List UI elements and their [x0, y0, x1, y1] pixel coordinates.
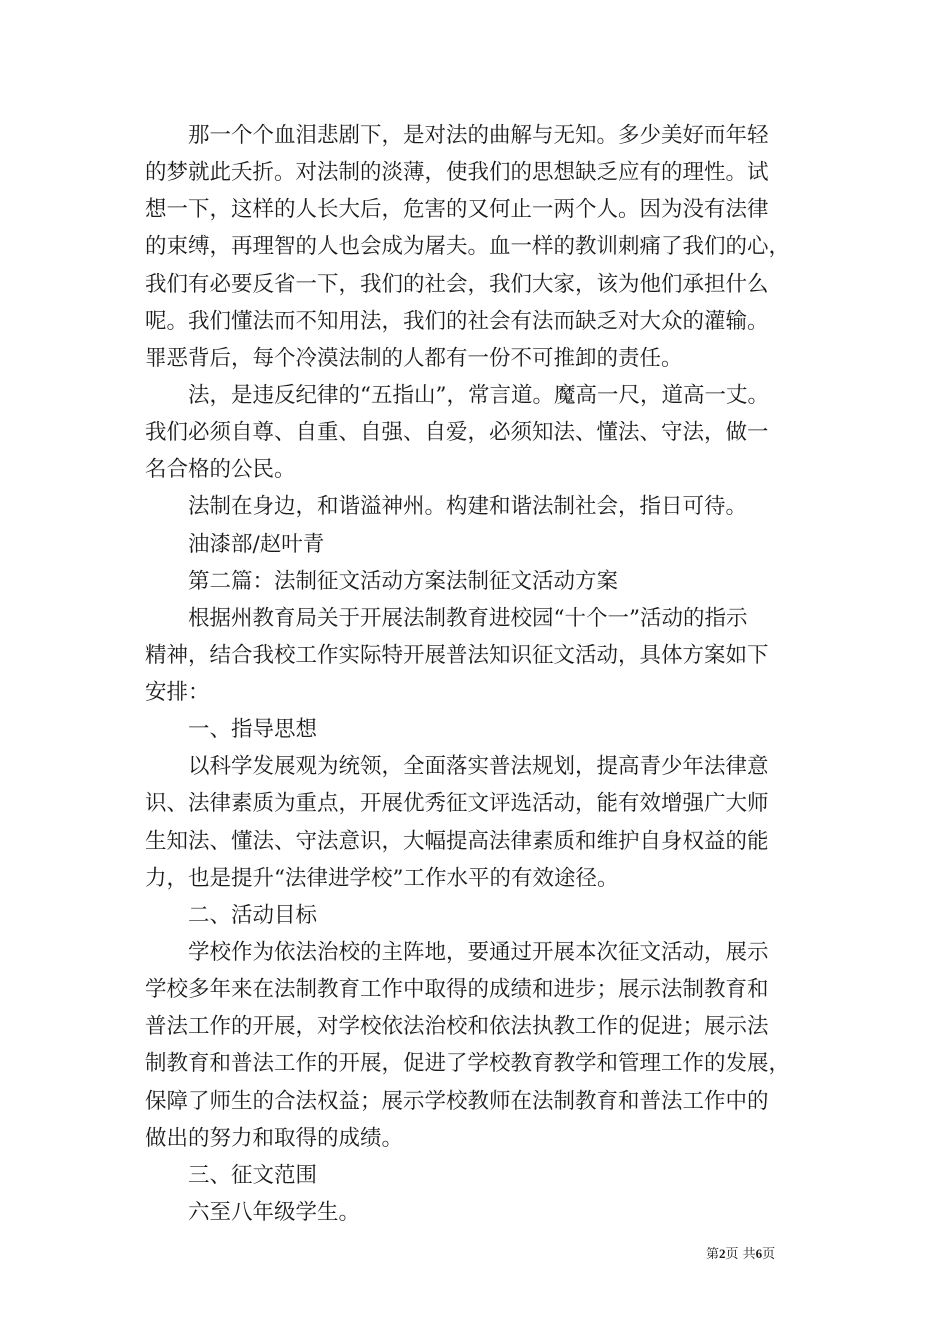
page-number-footer [706, 1245, 775, 1264]
body-line: 我们有必要反省一下，我们的社会，我们大家，该为他们承担什么 [145, 272, 769, 297]
body-line: 保障了师生的合法权益；展示学校教师在法制教育和普法工作中的 [145, 1089, 769, 1114]
body-line: 的束缚，再理智的人也会成为屠夫。血一样的教训刺痛了我们的心， [145, 234, 791, 259]
footer-middle: 页 共 [725, 1247, 756, 1262]
body-line: 我们必须自尊、自重、自强、自爱，必须知法、懂法、守法，做一 [145, 420, 769, 445]
section-title: 第二篇：法制征文活动方案法制征文活动方案 [145, 569, 619, 594]
body-line: 识、法律素质为重点，开展优秀征文评选活动，能有效增强广大师 [145, 791, 769, 816]
body-line: 六至八年级学生。 [145, 1200, 361, 1225]
footer-prefix: 第 [706, 1247, 720, 1262]
body-line: 想一下，这样的人长大后，危害的又何止一两个人。因为没有法律 [145, 197, 769, 222]
body-line: 法制在身边，和谐溢神州。构建和谐法制社会，指日可待。 [145, 494, 748, 519]
body-line: 制教育和普法工作的开展，促进了学校教育教学和管理工作的发展， [145, 1051, 791, 1076]
heading-line: 三、征文范围 [145, 1163, 318, 1188]
body-line: 做出的努力和取得的成绩。 [145, 1126, 404, 1151]
heading-line: 二、活动目标 [145, 903, 318, 928]
body-line: 学校作为依法治校的主阵地，要通过开展本次征文活动，展示 [145, 940, 769, 965]
body-line: 的梦就此夭折。对法制的淡薄，使我们的思想缺乏应有的理性。试 [145, 160, 769, 185]
heading-line: 一、指导思想 [145, 717, 318, 742]
body-line: 法，是违反纪律的“五指山”，常言道。魔高一尺，道高一丈。 [145, 383, 769, 408]
body-line: 以科学发展观为统领，全面落实普法规划，提高青少年法律意 [145, 754, 769, 779]
body-line: 学校多年来在法制教育工作中取得的成绩和进步；展示法制教育和 [145, 977, 769, 1002]
body-line: 普法工作的开展，对学校依法治校和依法执教工作的促进；展示法 [145, 1014, 769, 1039]
total-page-number: 6 [755, 1246, 763, 1261]
body-line: 名合格的公民。 [145, 457, 296, 482]
body-line: 精神，结合我校工作实际特开展普法知识征文活动，具体方案如下 [145, 643, 769, 668]
body-line: 罪恶背后，每个冷漠法制的人都有一份不可推卸的责任。 [145, 346, 683, 371]
body-line: 呢。我们懂法而不知用法，我们的社会有法而缺乏对大众的灌输。 [145, 309, 769, 334]
body-line: 根据州教育局关于开展法制教育进校园“十个一”活动的指示 [145, 606, 748, 631]
author-line: 油漆部/赵叶青 [145, 532, 325, 557]
body-line: 力，也是提升“法律进学校”工作水平的有效途径。 [145, 866, 619, 891]
current-page-number: 2 [719, 1246, 726, 1261]
body-line: 安排： [145, 680, 210, 705]
footer-suffix: 页 [762, 1247, 776, 1262]
body-line: 那一个个血泪悲剧下，是对法的曲解与无知。多少美好而年轻 [145, 123, 769, 148]
body-line: 生知法、懂法、守法意识，大幅提高法律素质和维护自身权益的能 [145, 829, 769, 854]
